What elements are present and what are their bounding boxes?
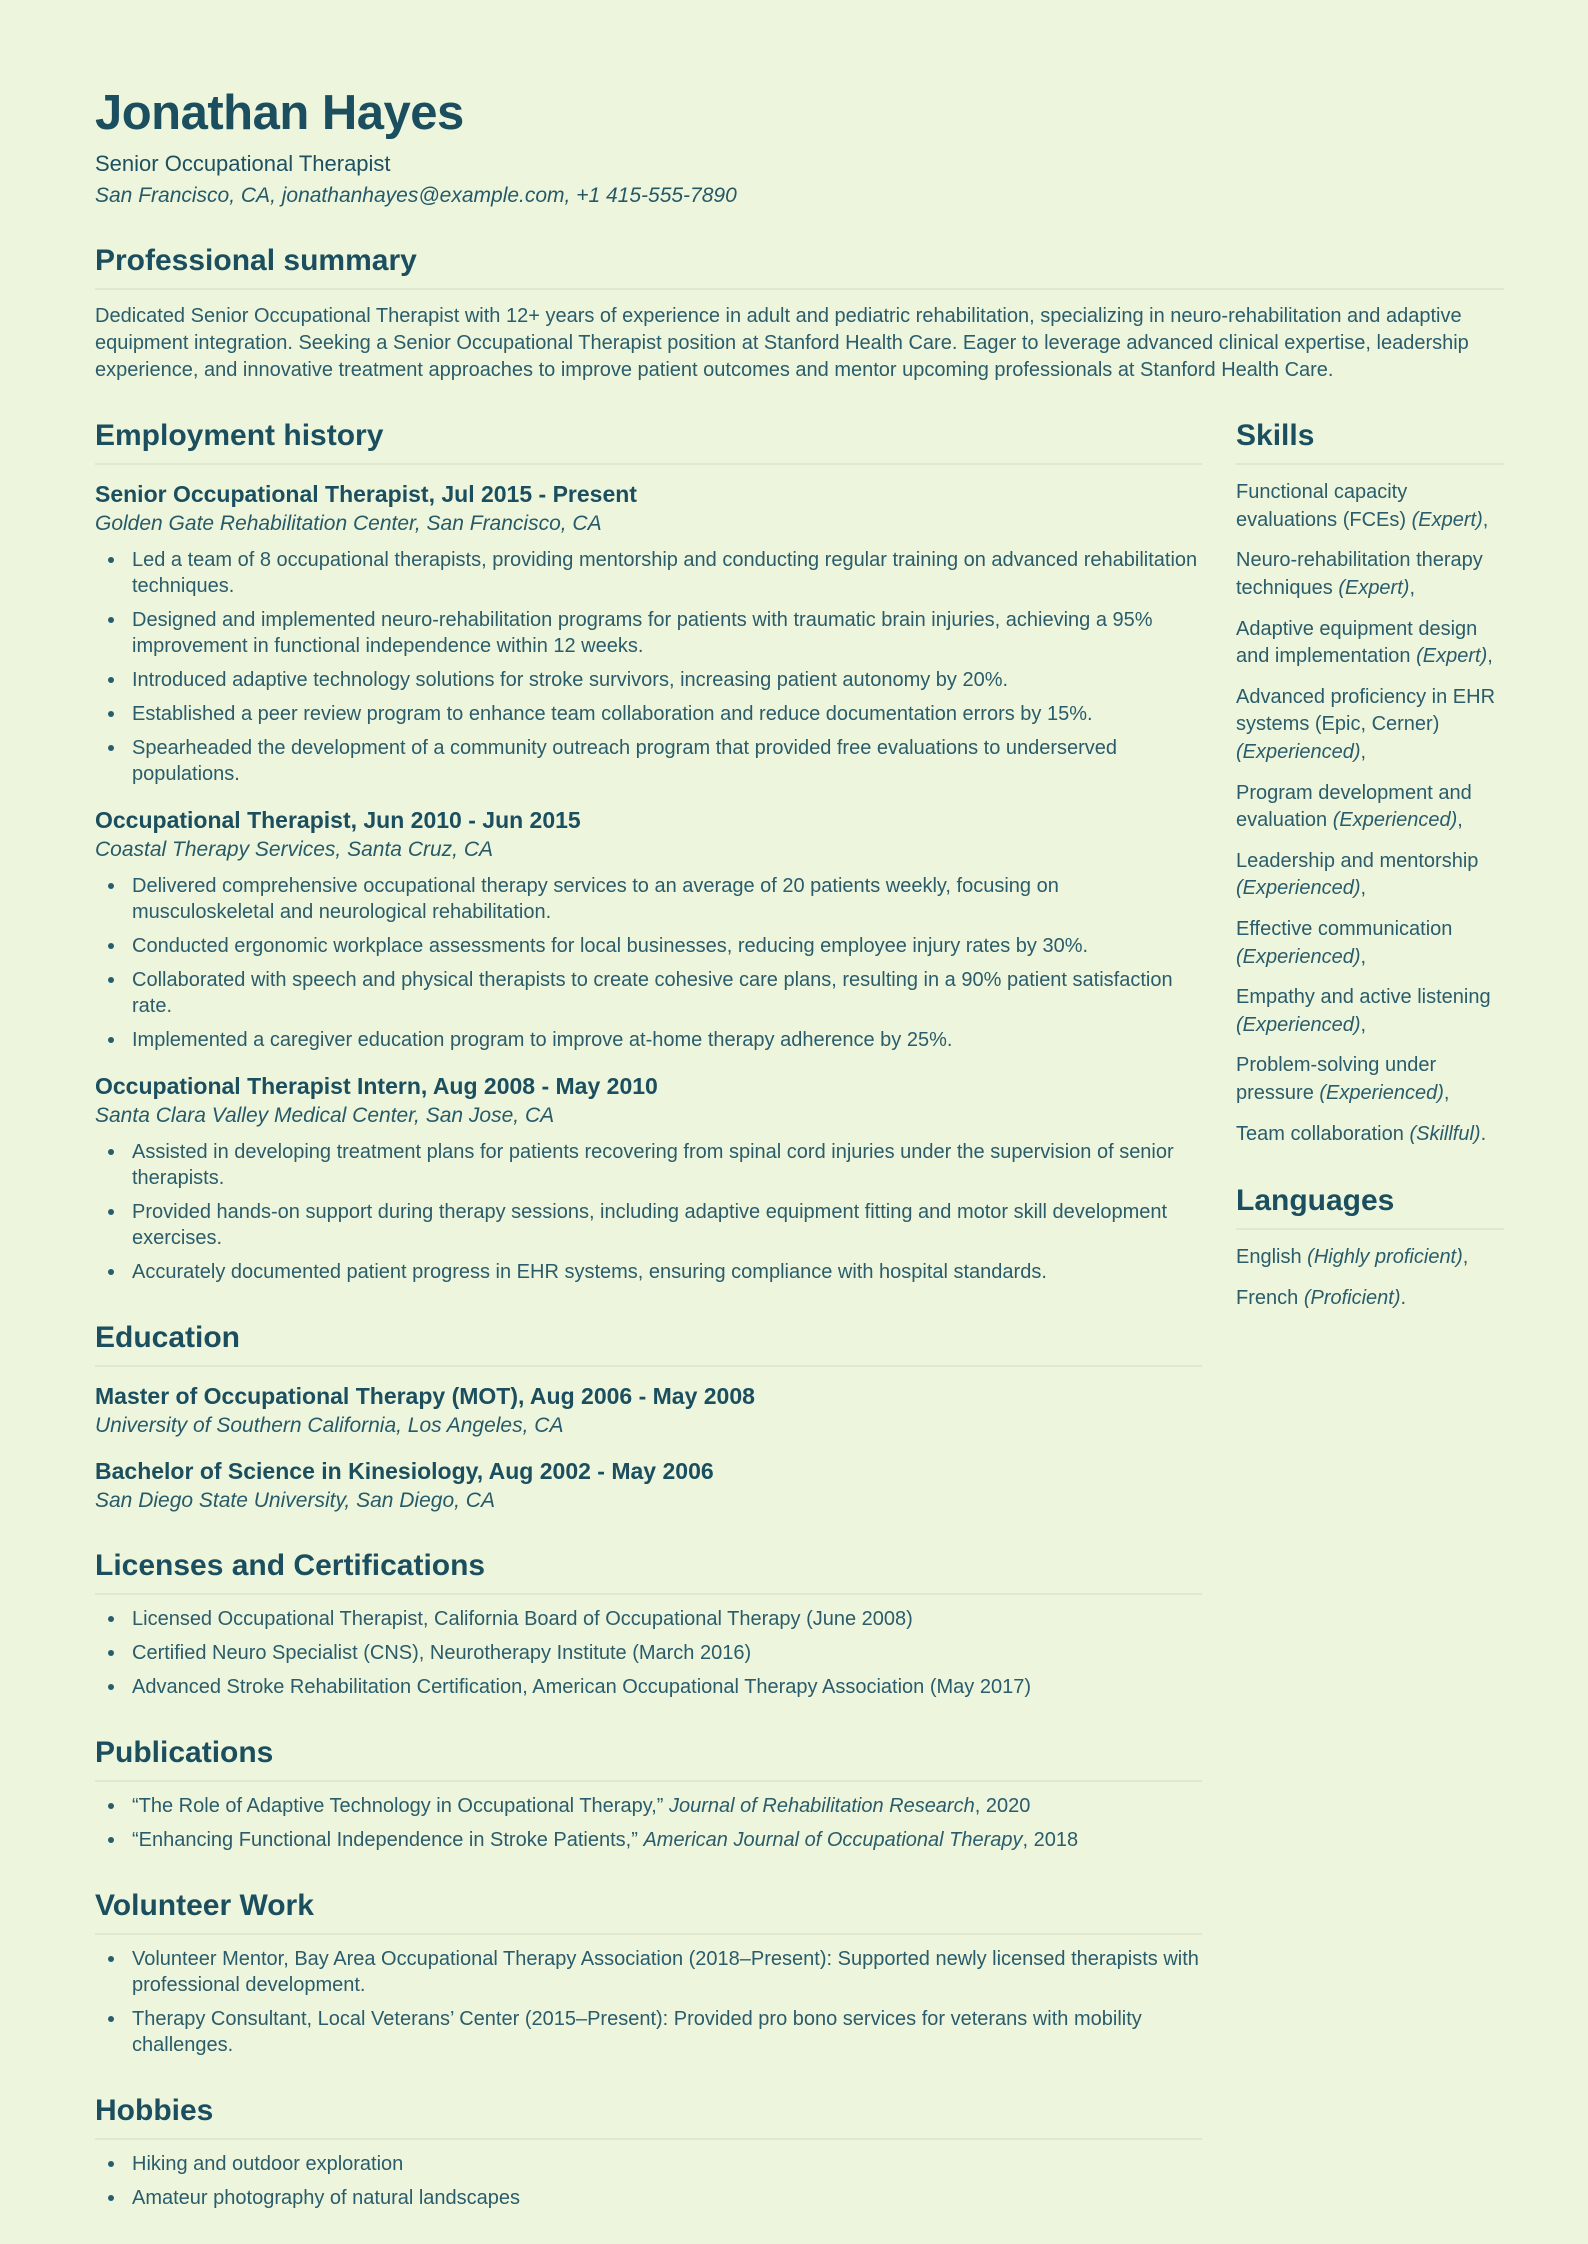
skill-name: Leadership and mentorship xyxy=(1236,849,1479,872)
skill-item xyxy=(1236,780,1504,835)
skill-separator: , xyxy=(1487,645,1493,668)
publication-year: , 2018 xyxy=(1022,1829,1079,1852)
skill-level: (Expert) xyxy=(1338,577,1410,599)
language-item xyxy=(1236,1285,1504,1313)
skill-name: Neuro-rehabilitation therapy techniques xyxy=(1236,549,1483,599)
education-entry xyxy=(95,1458,1202,1513)
skill-separator: , xyxy=(1360,1013,1367,1036)
skill-item xyxy=(1236,984,1504,1039)
education-school: San Diego State University, San Diego, CA xyxy=(95,1489,495,1513)
heading-hobbies: Hobbies xyxy=(95,2094,1202,2140)
skill-separator: , xyxy=(1360,945,1367,968)
heading-licenses-certifications: Licenses and Certifications xyxy=(95,1549,1202,1595)
job-bullet: Accurately documented patient progress in EHR systems, ensuring compliance with hospital standards. xyxy=(95,1259,1202,1285)
volunteer-list xyxy=(95,1946,1202,2058)
job-company: Santa Clara Valley Medical Center, San Jose, CA xyxy=(95,1104,555,1128)
skill-item xyxy=(1236,684,1504,767)
section-licenses-certifications xyxy=(95,1549,1202,1700)
skill-name: Program development and evaluation xyxy=(1236,781,1472,832)
job-bullet: Assisted in developing treatment plans for patients recovering from spinal cord injuries under the supervision of senior therapists. xyxy=(95,1139,1202,1191)
section-hobbies xyxy=(95,2094,1202,2211)
job-title: Senior Occupational Therapist, Jul 2015 - Present xyxy=(95,481,637,508)
heading-employment-history: Employment history xyxy=(95,419,1202,465)
sidebar xyxy=(1236,385,1504,2219)
skill-name: Problem-solving under pressure xyxy=(1236,1054,1437,1104)
education-school: University of Southern California, Los Angeles, CA xyxy=(95,1414,564,1438)
skill-separator: , xyxy=(1360,740,1367,763)
job-bullet-list xyxy=(95,1139,1202,1285)
publication-journal: Journal of Rehabilitation Research xyxy=(668,1795,975,1818)
job-title: Occupational Therapist Intern, Aug 2008 - May 2010 xyxy=(95,1073,658,1100)
publication-list xyxy=(95,1793,1202,1853)
skill-item xyxy=(1236,848,1504,903)
skill-item xyxy=(1236,547,1504,602)
job-entry xyxy=(95,1073,1202,1285)
section-languages xyxy=(1236,1184,1504,1312)
license-item: Certified Neuro Specialist (CNS), Neurotherapy Institute (March 2016) xyxy=(95,1640,1202,1666)
skill-name: Empathy and active listening xyxy=(1236,986,1491,1009)
hobby-item: Amateur photography of natural landscapes xyxy=(95,2185,1202,2211)
skill-level: (Expert) xyxy=(1411,508,1483,531)
skill-name: Effective communication xyxy=(1236,917,1453,940)
job-bullet-list xyxy=(95,547,1202,787)
job-bullet: Conducted ergonomic workplace assessments for local businesses, reducing employee injury rates by 30%. xyxy=(95,933,1202,959)
skill-separator: , xyxy=(1457,809,1463,832)
job-bullet: Designed and implemented neuro-rehabilitation programs for patients with traumatic brain injuries, achieving a 95% improvement in functional independence within 12 weeks. xyxy=(95,607,1202,659)
language-separator: , xyxy=(1462,1246,1469,1269)
volunteer-item: Therapy Consultant, Local Veterans’ Center (2015–Present): Provided pro bono services for veterans with mobility challenges. xyxy=(95,2006,1202,2058)
publication-title: “Enhancing Functional Independence in Stroke Patients,” xyxy=(132,1829,644,1852)
job-bullet: Delivered comprehensive occupational therapy services to an average of 20 patients weekly, focusing on musculoskeletal and neurological rehabilitation. xyxy=(95,873,1202,925)
language-name: French xyxy=(1236,1286,1299,1309)
publication-title: “The Role of Adaptive Technology in Occupational Therapy,” xyxy=(132,1795,669,1818)
skill-separator: , xyxy=(1443,1081,1450,1104)
skill-level: (Experienced) xyxy=(1319,1081,1444,1104)
section-education xyxy=(95,1321,1202,1513)
skill-level: (Experienced) xyxy=(1236,1013,1361,1036)
job-bullet: Introduced adaptive technology solutions for stroke survivors, increasing patient autonomy by 20%. xyxy=(95,667,1202,693)
language-separator: . xyxy=(1400,1286,1407,1309)
job-bullet: Collaborated with speech and physical therapists to create cohesive care plans, resulting in a 90% patient satisfaction rate. xyxy=(95,967,1202,1019)
two-column-layout xyxy=(95,385,1504,2219)
heading-languages: Languages xyxy=(1236,1184,1504,1230)
skill-item xyxy=(1236,1052,1504,1107)
heading-education: Education xyxy=(95,1321,1202,1367)
language-name: English xyxy=(1236,1246,1302,1269)
language-level: (Highly proficient) xyxy=(1307,1246,1463,1269)
job-bullet-list xyxy=(95,873,1202,1053)
skill-separator: . xyxy=(1480,1122,1487,1145)
resume-header xyxy=(95,88,1504,208)
candidate-job-title: Senior Occupational Therapist xyxy=(95,151,391,177)
language-level: (Proficient) xyxy=(1303,1286,1401,1309)
language-item xyxy=(1236,1244,1504,1272)
main-column xyxy=(95,385,1202,2219)
license-item: Advanced Stroke Rehabilitation Certification, American Occupational Therapy Association (May 2017) xyxy=(95,1674,1202,1700)
job-company: Coastal Therapy Services, Santa Cruz, CA xyxy=(95,838,493,862)
section-publications xyxy=(95,1736,1202,1853)
skill-item xyxy=(1236,479,1504,534)
skill-level: (Experienced) xyxy=(1332,809,1458,832)
skill-level: (Experienced) xyxy=(1236,945,1361,968)
section-skills xyxy=(1236,419,1504,1148)
skill-name: Adaptive equipment design and implementation xyxy=(1236,617,1478,668)
skill-level: (Expert) xyxy=(1416,645,1488,668)
skill-level: (Experienced) xyxy=(1236,740,1361,763)
skill-level: (Skillful) xyxy=(1409,1122,1481,1145)
skill-item xyxy=(1236,616,1504,671)
job-entry xyxy=(95,807,1202,1053)
skill-name: Advanced proficiency in EHR systems (Epic, Cerner) xyxy=(1236,685,1496,736)
job-entry xyxy=(95,481,1202,787)
job-bullet: Established a peer review program to enhance team collaboration and reduce documentation errors by 15%. xyxy=(95,701,1202,727)
contact-info: San Francisco, CA, jonathanhayes@example.com, +1 415-555-7890 xyxy=(95,184,737,208)
education-degree: Bachelor of Science in Kinesiology, Aug 2002 - May 2006 xyxy=(95,1458,714,1485)
job-company: Golden Gate Rehabilitation Center, San Francisco, CA xyxy=(95,512,602,536)
skill-separator: , xyxy=(1360,877,1367,900)
section-volunteer-work xyxy=(95,1889,1202,2058)
job-bullet: Implemented a caregiver education program to improve at-home therapy adherence by 25%. xyxy=(95,1027,1202,1053)
skill-item xyxy=(1236,1121,1504,1149)
section-professional-summary xyxy=(95,244,1504,383)
publication-item xyxy=(95,1827,1202,1853)
candidate-name: Jonathan Hayes xyxy=(95,86,464,140)
summary-text: Dedicated Senior Occupational Therapist with 12+ years of experience in adult and pediatric rehabilitation, specializing in neuro-rehabilitation and adaptive equipment integration. Seeking a Senior Occupational Therapist position at Stanford Health Care. Eager to leverage advanced clinical expertise, leadership experience, and innovative treatment approaches to improve patient outcomes and mentor upcoming professionals at Stanford Health Care. xyxy=(95,305,1469,381)
hobby-item: Hiking and outdoor exploration xyxy=(95,2151,1202,2177)
education-entry xyxy=(95,1383,1202,1438)
heading-skills: Skills xyxy=(1236,419,1504,465)
skill-level: (Experienced) xyxy=(1236,877,1361,900)
volunteer-item: Volunteer Mentor, Bay Area Occupational Therapy Association (2018–Present): Supported newly licensed therapists with professional development. xyxy=(95,1946,1202,1998)
hobby-list xyxy=(95,2151,1202,2211)
license-list xyxy=(95,1606,1202,1700)
skill-name: Team collaboration xyxy=(1236,1122,1404,1145)
section-employment-history xyxy=(95,419,1202,1285)
job-bullet: Led a team of 8 occupational therapists, providing mentorship and conducting regular training on advanced rehabilitation techniques. xyxy=(95,547,1202,599)
skill-separator: , xyxy=(1482,508,1489,531)
publication-journal: American Journal of Occupational Therapy xyxy=(643,1829,1023,1852)
skill-item xyxy=(1236,916,1504,971)
skill-name: Functional capacity evaluations (FCEs) xyxy=(1236,481,1408,531)
education-degree: Master of Occupational Therapy (MOT), Aug 2006 - May 2008 xyxy=(95,1383,755,1410)
publication-year: , 2020 xyxy=(974,1795,1031,1818)
job-bullet: Spearheaded the development of a community outreach program that provided free evaluations to underserved populations. xyxy=(95,735,1202,787)
heading-volunteer-work: Volunteer Work xyxy=(95,1889,1202,1935)
skill-separator: , xyxy=(1409,577,1415,599)
publication-item xyxy=(95,1793,1202,1819)
license-item: Licensed Occupational Therapist, California Board of Occupational Therapy (June 2008) xyxy=(95,1606,1202,1632)
job-bullet: Provided hands-on support during therapy sessions, including adaptive equipment fitting and motor skill development exercises. xyxy=(95,1199,1202,1251)
job-title: Occupational Therapist, Jun 2010 - Jun 2015 xyxy=(95,807,581,834)
heading-professional-summary: Professional summary xyxy=(95,244,1504,290)
heading-publications: Publications xyxy=(95,1736,1202,1782)
